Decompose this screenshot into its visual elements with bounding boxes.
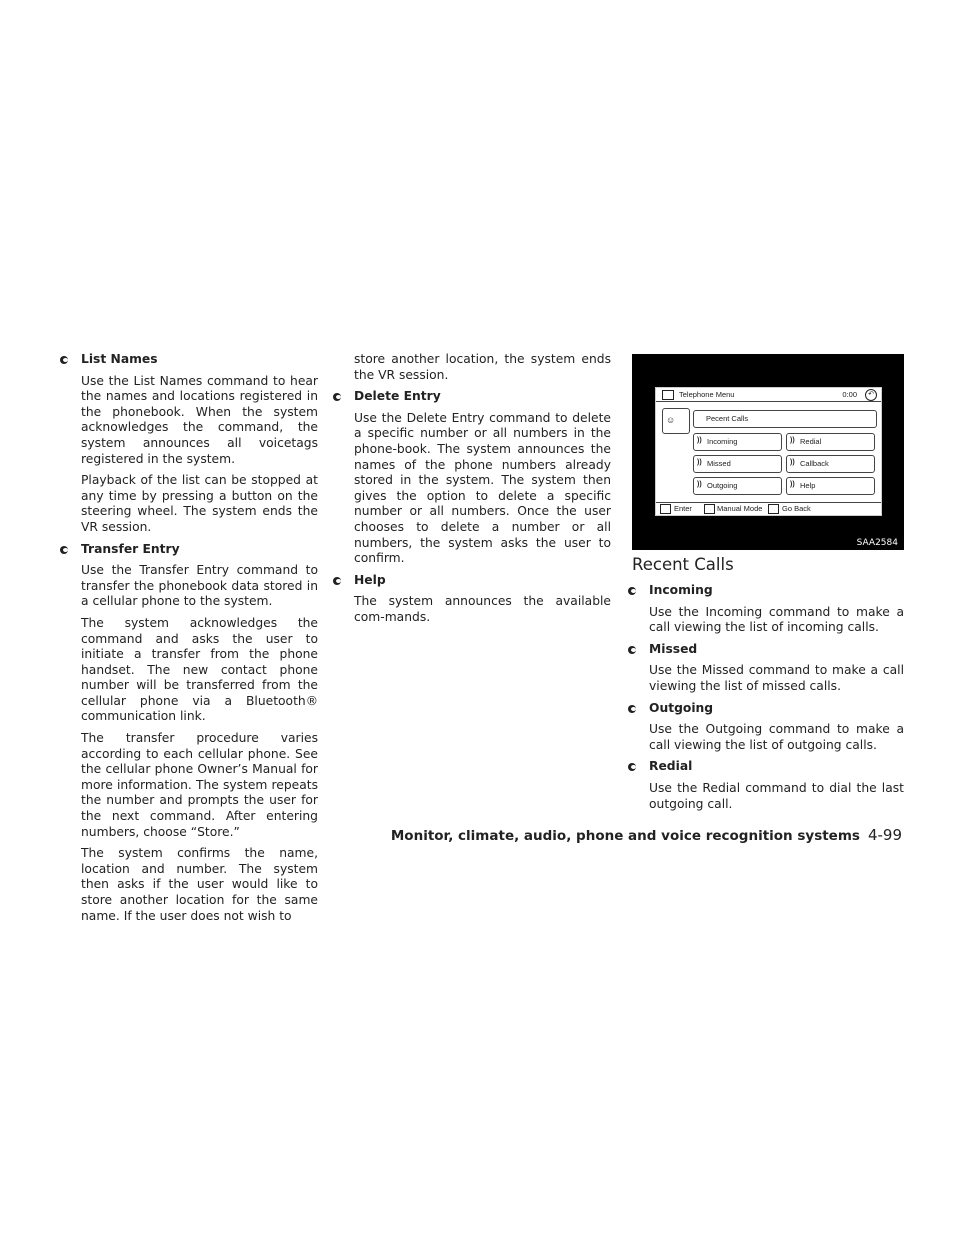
bullet-icon <box>333 577 341 585</box>
paragraph: The system acknowledges the command and asks the user to initiate a transfer from the phone handset. The new contact phone number will be transferred from the cellular phone via a Bluetooth® communication link. <box>81 615 318 724</box>
paragraph: Use the Delete Entry command to delete a specific number or all numbers in the phone-book. The system announces the names of the phone numbers already stored in the system. The system then gives the option to delete a specific number or all numbers. Once the user chooses to delete a number or all numbers, the system asks the user to confirm. <box>354 410 611 566</box>
menu-title: Telephone Menu <box>679 390 735 399</box>
paragraph: store another location, the system ends the VR session. <box>354 352 611 382</box>
list-names-item <box>60 352 318 368</box>
delete-entry-item <box>333 389 611 405</box>
bullet-icon <box>60 356 68 364</box>
transfer-entry-heading: Transfer Entry <box>81 541 180 556</box>
button-label: Incoming <box>707 437 738 446</box>
help-button[interactable] <box>786 477 875 495</box>
paragraph: The system confirms the name, location and number. The system then asks if the user would like to store another location for the same name. If the user does not wish to <box>81 846 318 923</box>
bullet-icon <box>628 705 636 713</box>
voice-icon: )) <box>697 481 702 488</box>
button-label: Outgoing <box>707 481 738 490</box>
back-icon: ↶ <box>865 389 877 401</box>
missed-item <box>628 642 904 658</box>
delete-entry-heading: Delete Entry <box>354 389 441 404</box>
item-heading: Redial <box>649 759 693 774</box>
voice-recognition-icon: ☺ <box>662 408 690 434</box>
list-names-heading: List Names <box>81 352 158 366</box>
voice-icon: )) <box>790 481 795 488</box>
item-heading: Incoming <box>649 583 713 597</box>
voice-icon: )) <box>790 437 795 444</box>
redial-item <box>628 759 904 775</box>
paragraph: Use the Transfer Entry command to transfer the phonebook data stored in a cellular phone to the system. <box>81 563 318 609</box>
enter-label: Enter <box>674 504 692 513</box>
help-item <box>333 573 611 589</box>
item-heading: Missed <box>649 641 698 656</box>
column-2 <box>333 352 611 632</box>
transfer-entry-item <box>60 542 318 558</box>
outgoing-item <box>628 701 904 717</box>
paragraph: The system announces the available com-mands. <box>354 594 611 624</box>
back-button-icon <box>768 504 779 514</box>
button-label: Redial <box>800 437 822 446</box>
recent-calls-heading: Recent Calls <box>632 555 734 574</box>
page-number: 4-99 <box>867 826 902 844</box>
item-heading: Outgoing <box>649 700 714 715</box>
paragraph: Playback of the list can be stopped at any time by pressing a button on the steering wheel. The system ends the VR session. <box>81 473 318 534</box>
telephone-menu-figure <box>632 354 904 550</box>
incoming-item <box>628 583 904 599</box>
list-title: Pecent Calls <box>706 414 749 423</box>
manual-mode-label: Manual Mode <box>717 504 763 513</box>
phone-icon <box>662 390 674 400</box>
bullet-icon <box>628 646 636 654</box>
voice-icon: )) <box>697 459 702 466</box>
list-title-box <box>693 410 877 428</box>
figure-label: SAA2584 <box>856 538 898 548</box>
help-heading: Help <box>354 572 386 587</box>
screen-top-bar <box>656 388 881 402</box>
screen-bottom-bar <box>656 502 881 515</box>
paragraph: Use the Missed command to make a call viewing the list of missed calls. <box>649 663 904 693</box>
button-label: Callback <box>800 459 829 468</box>
incoming-button[interactable] <box>693 433 782 451</box>
bullet-icon <box>60 546 68 554</box>
section-title: Monitor, climate, audio, phone and voice recognition systems <box>390 828 860 844</box>
column-3 <box>628 583 904 818</box>
outgoing-button[interactable] <box>693 477 782 495</box>
page-footer <box>391 826 902 844</box>
button-label: Help <box>800 481 816 490</box>
enter-icon <box>660 504 671 514</box>
bullet-icon <box>628 587 636 595</box>
paragraph: Use the Outgoing command to make a call viewing the list of outgoing calls. <box>649 722 904 752</box>
paragraph: Use the List Names command to hear the names and locations registered in the phonebook. When the system acknowledges the command, the system announces all voicetags registered in the system. <box>81 373 318 466</box>
missed-button[interactable] <box>693 455 782 473</box>
column-1 <box>60 352 318 930</box>
paragraph: Use the Redial command to dial the last outgoing call. <box>649 780 904 811</box>
callback-button[interactable] <box>786 455 875 473</box>
voice-icon: )) <box>697 437 702 444</box>
button-label: Missed <box>707 459 731 468</box>
time-display: 0:00 <box>842 390 857 399</box>
paragraph: Use the Incoming command to make a call viewing the list of incoming calls. <box>649 604 904 635</box>
joystick-icon <box>704 504 715 514</box>
redial-button[interactable] <box>786 433 875 451</box>
go-back-label: Go Back <box>782 504 811 513</box>
telephone-menu-screen <box>655 387 882 516</box>
paragraph: The transfer procedure varies according to each cellular phone. See the cellular phone Owner’s Manual for more information. The system repeats the number and prompts the user for the next command. After entering numbers, choose “Store.” <box>81 731 318 839</box>
voice-icon: )) <box>790 459 795 466</box>
